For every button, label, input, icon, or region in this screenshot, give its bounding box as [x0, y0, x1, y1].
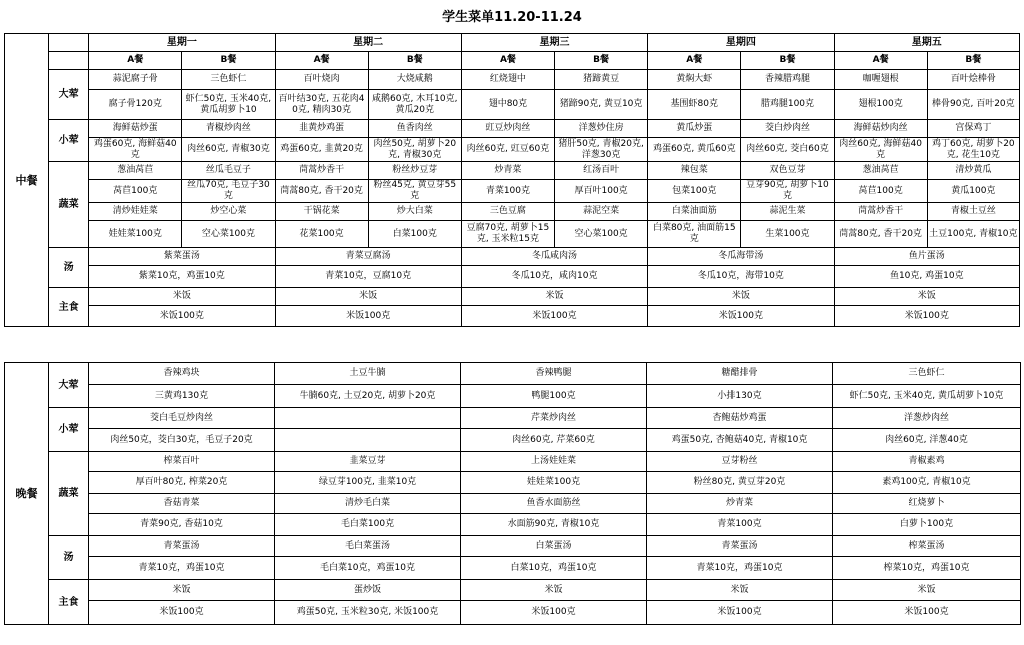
dish-name: 米饭: [647, 580, 833, 601]
dish-ingredients: 米饭100克: [834, 306, 1019, 327]
corner-cell: [49, 52, 89, 70]
dish-name: 白菜蛋汤: [461, 536, 647, 557]
dish-ingredients: 翅根100克: [834, 90, 927, 120]
dish-ingredients: 土豆100克, 青椒10克: [927, 221, 1019, 248]
dish-ingredients: 白萝卜100克: [833, 514, 1021, 536]
dish-name: 黄瓜炒蛋: [648, 120, 741, 138]
meal-b-header: B餐: [368, 52, 461, 70]
dish-name: 红烧萝卜: [833, 494, 1021, 514]
dish-name: 米饭: [461, 580, 647, 601]
dish-name: 蒜泥生菜: [741, 203, 834, 221]
dish-ingredients: 白菜10克，鸡蛋10克: [461, 557, 647, 580]
category-label: 小荤: [49, 408, 89, 452]
dish-ingredients: 榨菜10克，鸡蛋10克: [833, 557, 1021, 580]
dish-name: 米饭: [461, 288, 647, 306]
dish-ingredients: 空心菜100克: [555, 221, 648, 248]
dish-name: 百叶烩棒骨: [927, 70, 1019, 90]
dish-name: 葱油莴苣: [89, 162, 182, 180]
page-title: 学生菜单11.20-11.24: [442, 10, 582, 25]
dish-name: 上汤娃娃菜: [461, 452, 647, 472]
dish-name: 紫菜蛋汤: [89, 248, 275, 266]
dish-ingredients: 米饭100克: [648, 306, 834, 327]
dish-ingredients: 青菜10克，鸡蛋10克: [89, 557, 275, 580]
dish-name: 豇豆炒肉丝: [461, 120, 554, 138]
dish-ingredients: 青菜10克，豆腐10克: [275, 266, 461, 288]
dish-ingredients: 厚百叶80克, 榨菜20克: [89, 472, 275, 494]
dish-name: 香菇青菜: [89, 494, 275, 514]
dish-name: 香辣鸡块: [89, 363, 275, 385]
dish-name: 炒空心菜: [182, 203, 275, 221]
dish-ingredients: 豆芽90克, 胡萝卜10克: [741, 180, 834, 203]
dish-ingredients: 紫菜10克，鸡蛋10克: [89, 266, 275, 288]
dish-ingredients: 青菜100克: [461, 180, 554, 203]
dish-ingredients: 小排130克: [647, 385, 833, 408]
dish-ingredients: 白菜80克, 油面筋15克: [648, 221, 741, 248]
dish-ingredients: 肉丝60克, 海鲜菇40克: [834, 138, 927, 162]
dish-ingredients: 鸡蛋50克, 杏鲍菇40克, 青椒10克: [647, 429, 833, 452]
meal-b-header: B餐: [182, 52, 275, 70]
dish-ingredients: 黄瓜100克: [927, 180, 1019, 203]
dish-ingredients: 鸡蛋50克, 玉米粒30克, 米饭100克: [275, 601, 461, 625]
dish-ingredients: 米饭100克: [461, 601, 647, 625]
dish-name: 毛白菜蛋汤: [275, 536, 461, 557]
dish-name: 海鲜菇炒肉丝: [834, 120, 927, 138]
dish-name: 茼蒿炒香干: [834, 203, 927, 221]
dish-ingredients: 米饭100克: [89, 306, 275, 327]
dish-ingredients: 冬瓜10克，海带10克: [648, 266, 834, 288]
dish-ingredients: 包菜100克: [648, 180, 741, 203]
dish-name: 蒜泥腐子骨: [89, 70, 182, 90]
meal-a-header: A餐: [648, 52, 741, 70]
dish-ingredients: 鸡蛋60克, 韭黄20克: [275, 138, 368, 162]
dish-ingredients: 素鸡100克, 青椒10克: [833, 472, 1021, 494]
dish-name: 百叶烧肉: [275, 70, 368, 90]
dish-ingredients: 三黄鸡130克: [89, 385, 275, 408]
dish-name: 香辣腊鸡腿: [741, 70, 834, 90]
dish-ingredients: 基围虾80克: [648, 90, 741, 120]
day-header: 星期四: [648, 34, 834, 52]
dish-name: 三色虾仁: [833, 363, 1021, 385]
dish-ingredients: 茼蒿80克, 香干20克: [275, 180, 368, 203]
dish-name: 宫保鸡丁: [927, 120, 1019, 138]
dish-ingredients: 肉丝60克, 茭白60克: [741, 138, 834, 162]
dish-name: 炒大白菜: [368, 203, 461, 221]
dish-name: 米饭: [89, 288, 275, 306]
dish-ingredients: 虾仁50克, 玉米40克, 黄瓜胡萝卜10克: [833, 385, 1021, 408]
dish-name: 清炒毛白菜: [275, 494, 461, 514]
dish-ingredients: 猪肝50克, 青椒20克, 洋葱30克: [555, 138, 648, 162]
category-label: 主食: [49, 288, 89, 327]
dish-ingredients: 鸡蛋60克, 海鲜菇40克: [89, 138, 182, 162]
day-header: 星期三: [461, 34, 647, 52]
dish-name: 榨菜蛋汤: [833, 536, 1021, 557]
dish-ingredients: 肉丝60克, 洋葱40克: [833, 429, 1021, 452]
dish-name: 冬瓜海带汤: [648, 248, 834, 266]
dish-ingredients: 生菜100克: [741, 221, 834, 248]
dish-name: 粉丝炒豆芽: [368, 162, 461, 180]
dish-ingredients: 米饭100克: [833, 601, 1021, 625]
dish-name: 香辣鸭腿: [461, 363, 647, 385]
dish-ingredients: 绿豆芽100克, 韭菜10克: [275, 472, 461, 494]
lunch-table: [4, 33, 1020, 327]
day-header: 星期一: [89, 34, 275, 52]
day-header: 星期二: [275, 34, 461, 52]
dish-name: 韭菜豆芽: [275, 452, 461, 472]
dish-ingredients: 猪蹄90克, 黄豆10克: [555, 90, 648, 120]
dish-name: 清炒娃娃菜: [89, 203, 182, 221]
dish-name: 米饭: [833, 580, 1021, 601]
dish-name: 蒜泥空菜: [555, 203, 648, 221]
dish-name: 鱼片蛋汤: [834, 248, 1019, 266]
dish-name: 米饭: [275, 288, 461, 306]
dish-name: 鱼香水面筋丝: [461, 494, 647, 514]
dish-name: 青菜蛋汤: [89, 536, 275, 557]
dish-name: 红烧翅中: [461, 70, 554, 90]
lunch-label: 中餐: [5, 34, 49, 327]
dish-ingredients: 毛白菜100克: [275, 514, 461, 536]
category-label: 小荤: [49, 120, 89, 162]
dish-name: 鱼香肉丝: [368, 120, 461, 138]
dish-ingredients: 粉丝45克, 黄豆芽55克: [368, 180, 461, 203]
dish-ingredients: 豆腐70克, 胡萝卜15克, 玉米粒15克: [461, 221, 554, 248]
dish-ingredients: 毛白菜10克，鸡蛋10克: [275, 557, 461, 580]
dish-ingredients: 鸭腿100克: [461, 385, 647, 408]
category-label: 汤: [49, 248, 89, 288]
dish-name: 茭白炒肉丝: [741, 120, 834, 138]
dish-name: 洋葱炒住房: [555, 120, 648, 138]
dish-name: 糖醋排骨: [647, 363, 833, 385]
dish-name: 炒青菜: [647, 494, 833, 514]
dish-ingredients: 米饭100克: [275, 306, 461, 327]
dish-name: 茼蒿炒香干: [275, 162, 368, 180]
dish-ingredients: 花菜100克: [275, 221, 368, 248]
dish-name: 青椒炒肉丝: [182, 120, 275, 138]
dish-name: 白菜油面筋: [648, 203, 741, 221]
dish-ingredients: 肉丝60克, 豇豆60克: [461, 138, 554, 162]
dish-ingredients: 娃娃菜100克: [461, 472, 647, 494]
dish-ingredients: 厚百叶100克: [555, 180, 648, 203]
meal-b-header: B餐: [927, 52, 1019, 70]
dish-name: 辣包菜: [648, 162, 741, 180]
dish-name: 海鲜菇炒蛋: [89, 120, 182, 138]
dish-ingredients: 百叶结30克, 五花肉40克, 精肉30克: [275, 90, 368, 120]
dish-name: 双色豆芽: [741, 162, 834, 180]
dish-name: 咖喱翅根: [834, 70, 927, 90]
dish-name: 炒青菜: [461, 162, 554, 180]
dish-name: 清炒黄瓜: [927, 162, 1019, 180]
dish-ingredients: 莴苣100克: [89, 180, 182, 203]
dish-ingredients: 粉丝80克, 黄豆芽20克: [647, 472, 833, 494]
dish-ingredients: 鱼10克, 鸡蛋10克: [834, 266, 1019, 288]
dish-name: 青菜豆腐汤: [275, 248, 461, 266]
dish-name: 米饭: [648, 288, 834, 306]
dish-name: 青椒素鸡: [833, 452, 1021, 472]
dish-ingredients: 鸡丁60克, 胡萝卜20克, 花生10克: [927, 138, 1019, 162]
category-label: 大荤: [49, 70, 89, 120]
dish-name: 榨菜百叶: [89, 452, 275, 472]
dinner-table: [4, 362, 1021, 625]
corner-cell: [49, 34, 89, 52]
dish-ingredients: 棒骨90克, 百叶20克: [927, 90, 1019, 120]
dish-name: 杏鲍菇炒鸡蛋: [647, 408, 833, 429]
dish-name: [275, 408, 461, 429]
category-label: 汤: [49, 536, 89, 580]
dinner-label: 晚餐: [5, 363, 49, 625]
dish-ingredients: 丝瓜70克, 毛豆子30克: [182, 180, 275, 203]
dish-ingredients: 空心菜100克: [182, 221, 275, 248]
dish-ingredients: 娃娃菜100克: [89, 221, 182, 248]
meal-a-header: A餐: [89, 52, 182, 70]
meal-a-header: A餐: [275, 52, 368, 70]
dish-ingredients: 青菜100克: [647, 514, 833, 536]
dish-name: 三色虾仁: [182, 70, 275, 90]
dish-name: 冬瓜咸肉汤: [461, 248, 647, 266]
dish-name: 米饭: [834, 288, 1019, 306]
meal-a-header: A餐: [461, 52, 554, 70]
dish-ingredients: 虾仁50克, 玉米40克, 黄瓜胡萝卜10: [182, 90, 275, 120]
dish-ingredients: 米饭100克: [647, 601, 833, 625]
dish-ingredients: 牛腩60克, 土豆20克, 胡萝卜20克: [275, 385, 461, 408]
dish-name: 猪蹄黄豆: [555, 70, 648, 90]
dish-name: 茭白毛豆炒肉丝: [89, 408, 275, 429]
dish-name: 青菜蛋汤: [647, 536, 833, 557]
dish-ingredients: 白菜100克: [368, 221, 461, 248]
dish-ingredients: 肉丝60克, 青椒30克: [182, 138, 275, 162]
dish-name: 土豆牛腩: [275, 363, 461, 385]
dish-name: 豆芽粉丝: [647, 452, 833, 472]
dish-ingredients: 青菜10克，鸡蛋10克: [647, 557, 833, 580]
dish-ingredients: 水面筋90克, 青椒10克: [461, 514, 647, 536]
category-label: 蔬菜: [49, 452, 89, 536]
dish-name: 红汤百叶: [555, 162, 648, 180]
dish-name: 三色豆腐: [461, 203, 554, 221]
dish-ingredients: 肉丝50克，茭白30克，毛豆子20克: [89, 429, 275, 452]
dish-ingredients: 翅中80克: [461, 90, 554, 120]
category-label: 蔬菜: [49, 162, 89, 248]
dish-name: 洋葱炒肉丝: [833, 408, 1021, 429]
meal-a-header: A餐: [834, 52, 927, 70]
dish-name: 蛋炒饭: [275, 580, 461, 601]
meal-b-header: B餐: [555, 52, 648, 70]
dish-name: 葱油莴苣: [834, 162, 927, 180]
dish-ingredients: 冬瓜10克，咸肉10克: [461, 266, 647, 288]
dish-ingredients: 茼蒿80克, 香干20克: [834, 221, 927, 248]
dish-name: 芹菜炒肉丝: [461, 408, 647, 429]
dish-ingredients: 腊鸡腿100克: [741, 90, 834, 120]
dish-name: 青椒土豆丝: [927, 203, 1019, 221]
dish-name: 丝瓜毛豆子: [182, 162, 275, 180]
dish-name: 干锅花菜: [275, 203, 368, 221]
dish-ingredients: 莴苣100克: [834, 180, 927, 203]
meal-b-header: B餐: [741, 52, 834, 70]
dish-name: 米饭: [89, 580, 275, 601]
dish-name: 韭黄炒鸡蛋: [275, 120, 368, 138]
category-label: 主食: [49, 580, 89, 625]
dish-ingredients: 肉丝50克, 胡萝卜20克, 青椒30克: [368, 138, 461, 162]
dish-ingredients: 鸡蛋60克, 黄瓜60克: [648, 138, 741, 162]
dish-ingredients: 米饭100克: [89, 601, 275, 625]
category-label: 大荤: [49, 363, 89, 408]
dish-ingredients: 咸鹅60克, 木耳10克, 黄瓜20克: [368, 90, 461, 120]
dish-ingredients: 米饭100克: [461, 306, 647, 327]
dish-name: 黄焖大虾: [648, 70, 741, 90]
dish-ingredients: [275, 429, 461, 452]
dish-ingredients: 腐子骨120克: [89, 90, 182, 120]
dish-ingredients: 肉丝60克, 芹菜60克: [461, 429, 647, 452]
dish-ingredients: 青菜90克, 香菇10克: [89, 514, 275, 536]
day-header: 星期五: [834, 34, 1019, 52]
dish-name: 大烧咸鹅: [368, 70, 461, 90]
